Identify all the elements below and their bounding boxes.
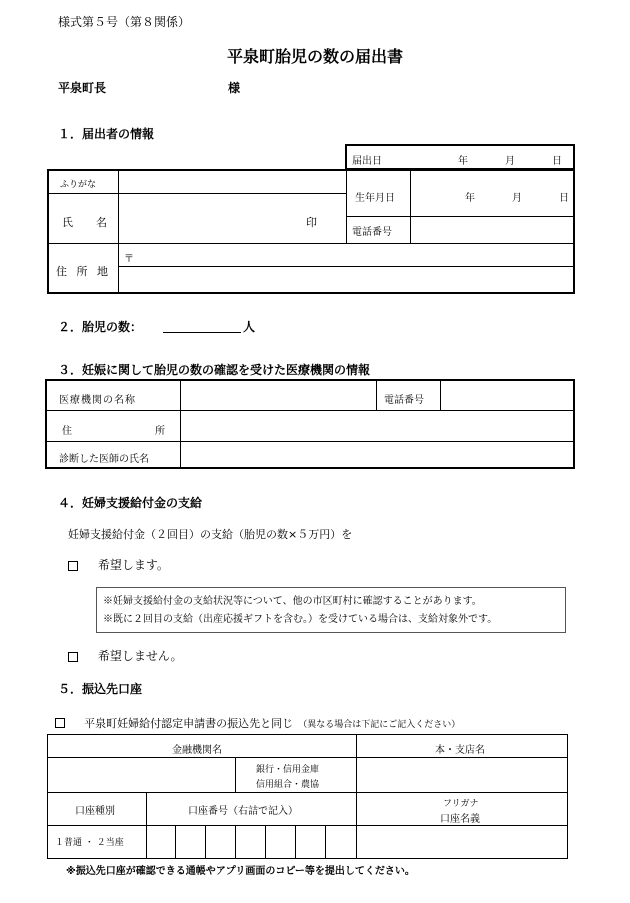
fetus-count-unit: 人 [243, 320, 256, 334]
institution-type-2: 信用組合・農協 [256, 780, 320, 790]
submit-date-year: 年 [458, 156, 468, 167]
form-id: 様式第５号（第８関係） [58, 15, 191, 29]
benefit-description: 妊婦支援給付金（２回目）の支給（胎児の数×５万円）を [68, 528, 353, 541]
section-2-heading: ２．胎児の数： [58, 320, 143, 334]
same-account-note: （異なる場合は下記にご記入ください） [298, 720, 461, 730]
institution-type-1: 銀行・信用金庫 [256, 765, 320, 775]
option-no-wish[interactable] [68, 647, 183, 664]
birth-month: 月 [512, 193, 522, 204]
fetus-count-line [163, 332, 241, 333]
phone-label: 電話番号 [352, 227, 392, 238]
account-number-label: 口座番号（右詰で記入） [188, 806, 298, 817]
holder-furigana-label: フリガナ [443, 799, 479, 809]
footer-note: ※振込先口座が確認できる通帳やアプリ画面のコピー等を提出してください。 [66, 866, 415, 877]
medical-address-label-b: 所 [155, 426, 165, 437]
account-holder-label: 口座名義 [440, 814, 480, 825]
addressee-name: 平泉町長 [58, 81, 107, 95]
no-wish-label: 希望しません。 [97, 649, 183, 663]
applicant-table [47, 169, 575, 294]
medical-phone-label: 電話番号 [384, 395, 424, 406]
section-4-heading: ４．妊婦支援給付金の支給 [58, 496, 203, 510]
addressee-suffix: 様 [228, 81, 241, 95]
same-account-option[interactable] [55, 712, 460, 731]
account-type-label: 口座種別 [75, 806, 115, 817]
bank-name-label: 金融機関名 [172, 745, 222, 756]
note-1: ※妊婦支援給付金の支給状況等について、他の市区町村に確認することがあります。 [103, 596, 482, 607]
page-title: 平泉町胎児の数の届出書 [226, 47, 403, 66]
same-account-checkbox[interactable] [55, 718, 65, 728]
doctor-name-label: 診断した医師の氏名 [59, 454, 149, 465]
furigana-label: ふりがな [60, 180, 97, 190]
submit-date-day: 日 [552, 156, 562, 167]
medical-name-label: 医療機関の名称 [59, 395, 136, 406]
wish-checkbox[interactable] [68, 561, 78, 571]
section-1-heading: １．届出者の情報 [58, 127, 155, 141]
note-2: ※既に２回目の支給（出産応援ギフトを含む。）を受けている場合は、支給対象外です。 [103, 614, 498, 625]
submit-date-month: 月 [505, 156, 515, 167]
address-label: 住 所 地 [56, 265, 111, 278]
section-3-heading: ３．妊娠に関して胎児の数の確認を受けた医療機関の情報 [58, 363, 371, 377]
submit-date-label: 届出日 [352, 156, 382, 167]
postal-mark: 〒 [124, 254, 134, 265]
same-account-label: 平泉町妊婦給付認定申請書の振込先と同じ [84, 717, 294, 730]
birth-year: 年 [465, 193, 475, 204]
bank-table [47, 734, 568, 859]
no-wish-checkbox[interactable] [68, 652, 78, 662]
birth-date-label: 生年月日 [355, 193, 395, 204]
birth-day: 日 [559, 193, 569, 204]
seal-mark: 印 [306, 216, 317, 229]
name-label: 氏 名 [62, 216, 113, 229]
option-wish[interactable] [68, 556, 169, 573]
section-5-heading: ５．振込先口座 [58, 682, 143, 696]
branch-label: 本・支店名 [435, 745, 485, 756]
wish-label: 希望します。 [97, 558, 169, 572]
account-type-options: １普通 ・ ２当座 [55, 838, 124, 848]
medical-address-label-a: 住 [62, 426, 72, 437]
